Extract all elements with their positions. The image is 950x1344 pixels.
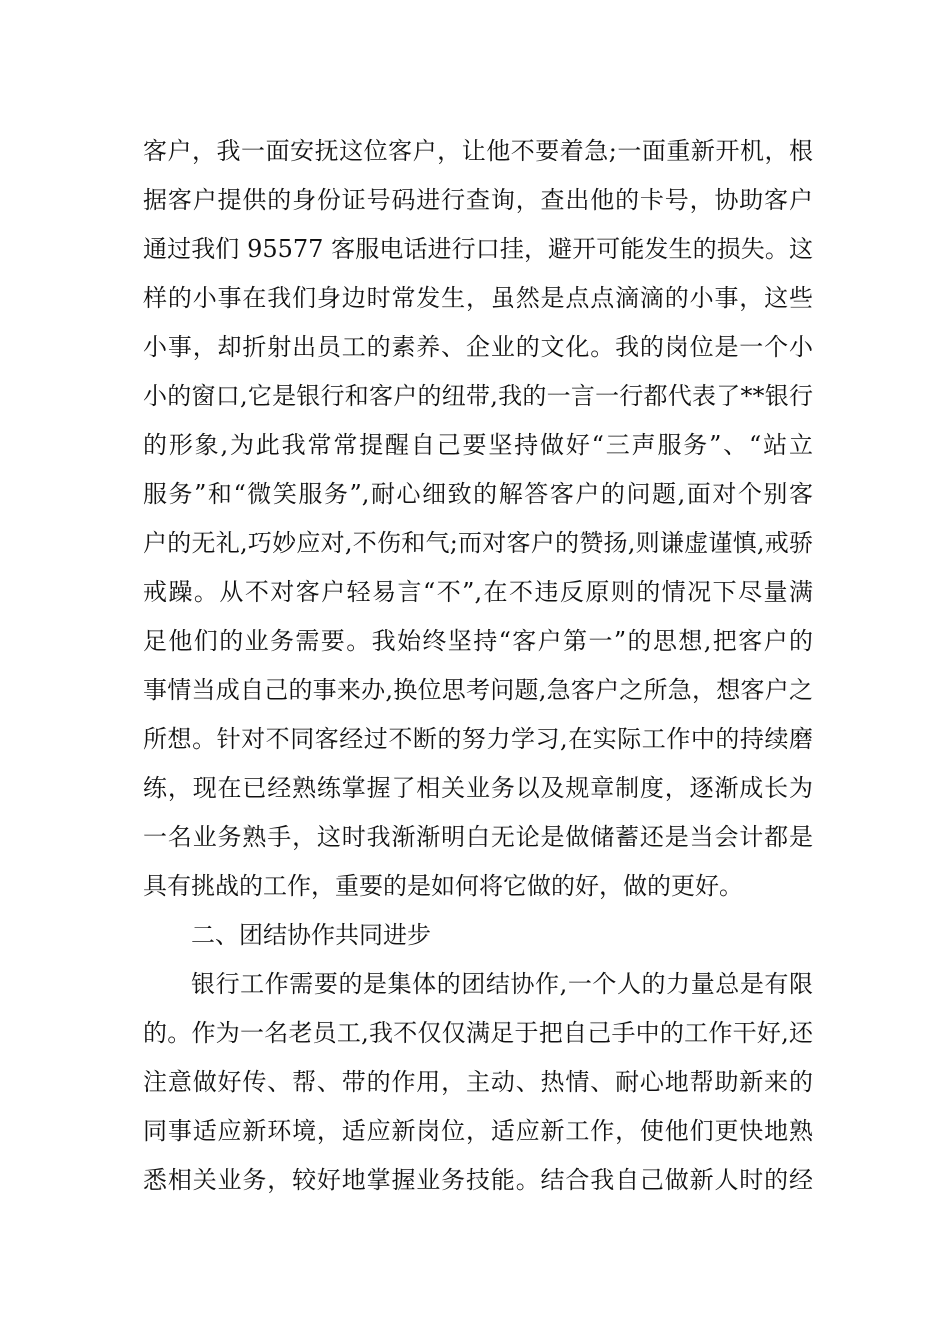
section-heading: 二、团结协作共同进步	[191, 921, 431, 949]
text-line: 事情当成自己的事来办,换位思考问题,急客户之所急，想客户之	[143, 676, 813, 704]
text-line: 服务”和“微笑服务”,耐心细致的解答客户的问题,面对个别客	[143, 480, 813, 508]
text-line: 的形象,为此我常常提醒自己要坚持做好“三声服务”、“站立	[143, 431, 813, 459]
paragraph-end-line: 具有挑战的工作，重要的是如何将它做的好，做的更好。	[143, 872, 743, 900]
text-line: 户的无礼,巧妙应对,不伤和气;而对客户的赞扬,则谦虚谨慎,戒骄	[143, 529, 813, 557]
text-line: 小事，却折射出员工的素养、企业的文化。我的岗位是一个小	[143, 333, 813, 361]
text-line: 足他们的业务需要。我始终坚持“客户第一”的思想,把客户的	[143, 627, 813, 655]
text-line: 的。作为一名老员工,我不仅仅满足于把自己手中的工作干好,还	[143, 1019, 813, 1047]
text-line: 戒躁。从不对客户轻易言“不”,在不违反原则的情况下尽量满	[143, 578, 813, 606]
text-line: 一名业务熟手，这时我渐渐明白无论是做储蓄还是当会计都是	[143, 823, 813, 851]
body-text	[143, 127, 813, 1205]
text-line: 据客户提供的身份证号码进行查询，查出他的卡号，协助客户	[143, 186, 813, 214]
text-line: 悉相关业务，较好地掌握业务技能。结合我自己做新人时的经	[143, 1166, 813, 1194]
text-line: 注意做好传、帮、带的作用，主动、热情、耐心地帮助新来的	[143, 1068, 813, 1096]
paragraph-first-line: 银行工作需要的是集体的团结协作,一个人的力量总是有限	[191, 970, 813, 998]
text-line: 通过我们 95577 客服电话进行口挂，避开可能发生的损失。这	[143, 235, 813, 263]
text-line: 样的小事在我们身边时常发生，虽然是点点滴滴的小事，这些	[143, 284, 813, 312]
text-line: 所想。针对不同客经过不断的努力学习,在实际工作中的持续磨	[143, 725, 813, 753]
text-line: 同事适应新环境，适应新岗位，适应新工作，使他们更快地熟	[143, 1117, 813, 1145]
text-line: 客户，我一面安抚这位客户，让他不要着急;一面重新开机，根	[143, 137, 813, 165]
text-line: 练，现在已经熟练掌握了相关业务以及规章制度，逐渐成长为	[143, 774, 813, 802]
text-line: 小的窗口,它是银行和客户的纽带,我的一言一行都代表了**银行	[143, 382, 813, 410]
